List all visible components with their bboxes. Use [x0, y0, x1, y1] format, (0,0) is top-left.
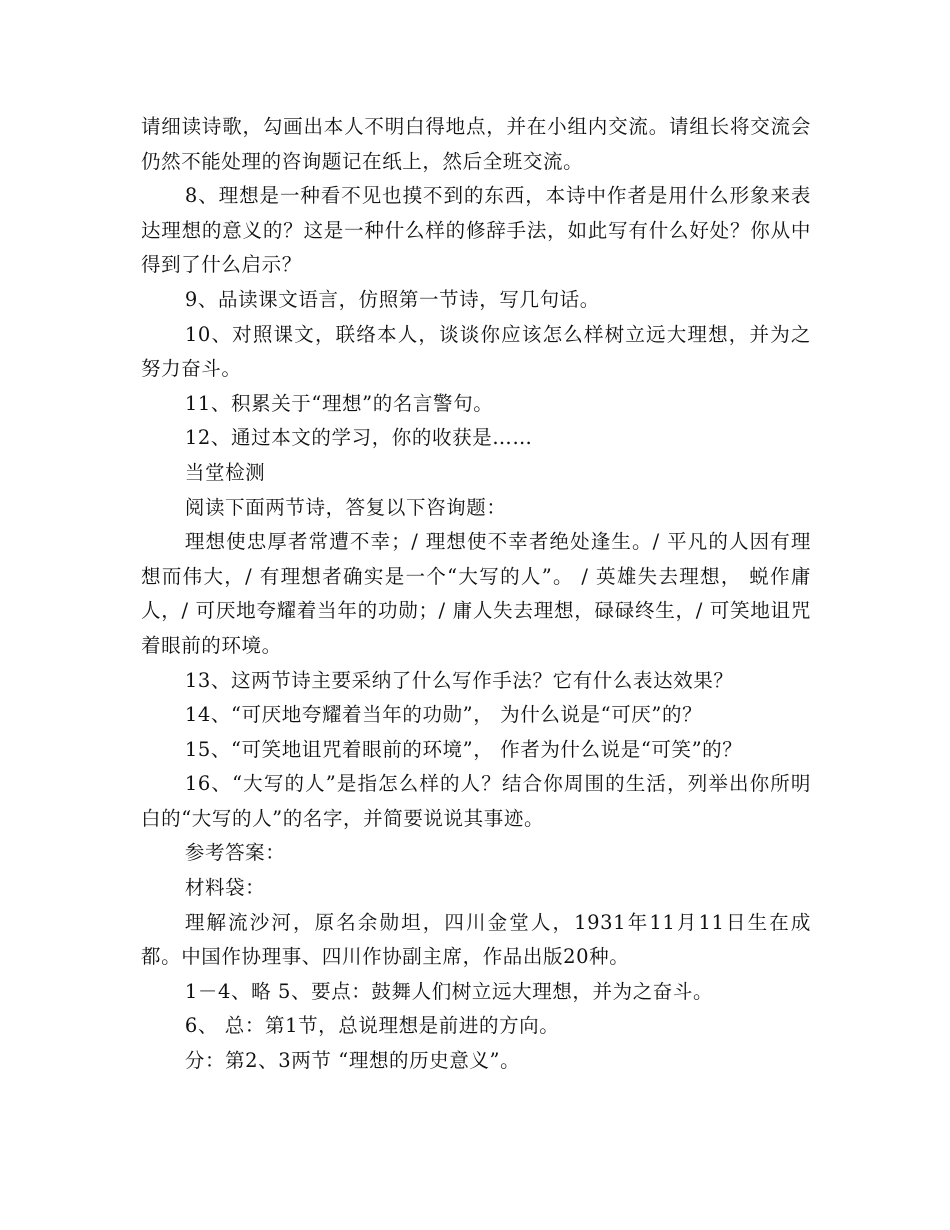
paragraph-question-15: 15、“可笑地诅咒着眼前的环境”， 作者为什么说是“可笑”的？	[184, 737, 743, 761]
paragraph-question-12: 12、通过本文的学习，你的收获是……	[184, 426, 533, 450]
paragraph-question-13: 13、这两节诗主要采纳了什么写作手法？它有什么表达效果？	[184, 668, 734, 692]
paragraph-question-11: 11、积累关于“理想”的名言警句。	[184, 391, 494, 415]
paragraph-answer-6-detail: 分：第2、3两节 “理想的历史意义”。	[184, 1049, 521, 1073]
document-body	[141, 110, 811, 1079]
paragraph-reading-prompt: 阅读下面两节诗，答复以下咨询题：	[184, 495, 507, 519]
paragraph-answer-6: 6、 总：第1节，总说理想是前进的方向。	[184, 1014, 560, 1038]
paragraph-poem-excerpt: 理想使忠厚者常遭不幸；/ 理想使不幸者绝处逢生。/ 平凡的人因有理想而伟大，/ 有理想者确实是一个“大写的人”。 / 英雄失去理想， 蜕作庸人，/ 可厌地夸耀着当年的功勋；/ 庸人失去理想，碌碌终生，/ 可笑地诅咒着眼前的环境。	[141, 530, 811, 657]
paragraph-question-9: 9、品读课文语言，仿照第一节诗，写几句话。	[184, 287, 600, 311]
section-heading-materials: 材料袋：	[184, 876, 266, 900]
paragraph-question-14: 14、“可厌地夸耀着当年的功勋”， 为什么说是“可厌”的？	[184, 703, 703, 727]
paragraph-author-bio: 理解流沙河，原名余勋坦，四川金堂人，1931年11月11日生在成都。中国作协理事、四川作协副主席，作品出版20种。	[141, 910, 811, 969]
paragraph-answer-1-5: 1－4、略 5、要点：鼓舞人们树立远大理想，并为之奋斗。	[184, 979, 714, 1003]
paragraph-question-10: 10、对照课文，联络本人，谈谈你应该怎么样树立远大理想，并为之努力奋斗。	[141, 322, 811, 381]
paragraph-question-16: 16、“大写的人”是指怎么样的人？结合你周围的生活，列举出你所明白的“大写的人”的名字，并简要说说其事迹。	[141, 772, 811, 830]
section-heading-test: 当堂检测	[184, 460, 266, 484]
section-heading-answers: 参考答案：	[184, 841, 286, 865]
paragraph-question-8: 8、理想是一种看不见也摸不到的东西，本诗中作者是用什么形象来表达理想的意义的？这是一种什么样的修辞手法，如此写有什么好处？你从中得到了什么启示？	[141, 184, 811, 277]
paragraph-instruction: 请细读诗歌，勾画出本人不明白得地点，并在小组内交流。请组长将交流会仍然不能处理的咨询题记在纸上，然后全班交流。	[141, 115, 811, 173]
